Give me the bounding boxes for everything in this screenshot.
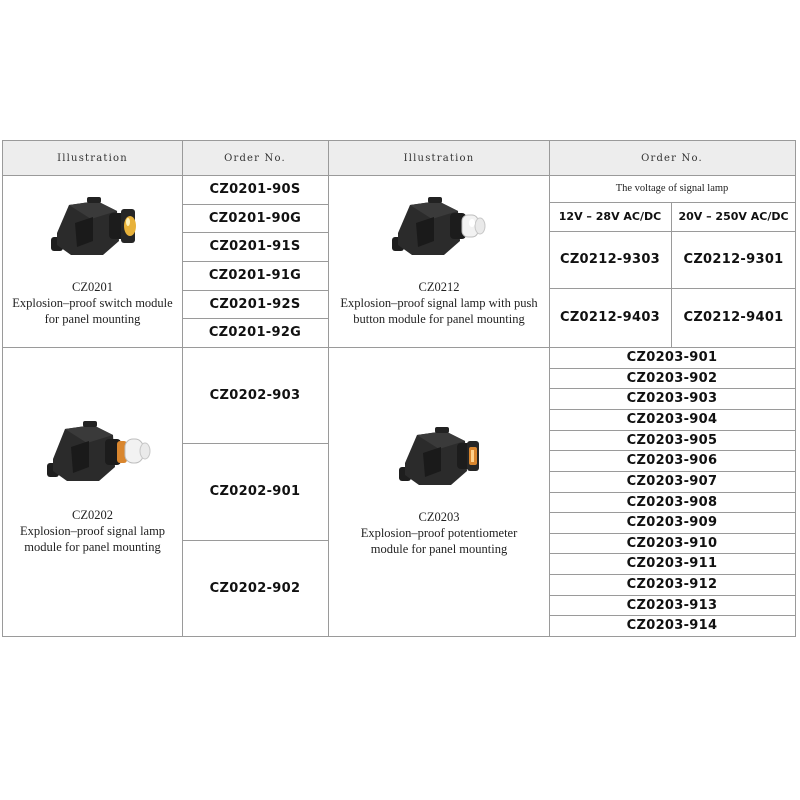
order-code: CZ0202-901 [209,483,301,499]
order-code: CZ0203-910 [626,536,718,551]
cz0201-model: CZ0201 [72,280,113,294]
cz0212-desc-line-2: button module for panel mounting [353,312,525,326]
cz0201-desc-line-2: for panel mounting [44,312,141,326]
order-code: CZ0203-906 [626,453,718,468]
voltage-column-low: 12V – 28V AC/DC [558,210,662,223]
cz0202-model: CZ0202 [72,508,113,522]
cz0203-model: CZ0203 [418,510,460,524]
order-code: CZ0203-907 [626,474,718,489]
order-code: CZ0201-91S [209,239,301,254]
cz0212-code: CZ0212-9403 [559,310,661,325]
order-code: CZ0201-92G [208,325,302,340]
cz0202-desc-line-2: module for panel mounting [24,540,161,554]
order-code: CZ0201-90S [209,182,301,197]
order-code: CZ0203-901 [626,350,718,365]
order-code: CZ0203-904 [626,412,718,427]
cz0203-module-image [395,423,485,491]
order-code: CZ0203-902 [626,371,718,386]
cz0203-desc-line-2: module for panel mounting [370,542,508,556]
cz0203-desc-line-1: Explosion–proof potentiometer [360,526,518,540]
order-code: CZ0203-914 [626,618,718,633]
order-code: CZ0203-913 [626,598,718,613]
cz0212-module-image [388,193,488,261]
cz0201-caption [3,279,182,327]
order-code: CZ0203-909 [626,515,718,530]
cz0212-caption [329,279,549,327]
order-code: CZ0203-911 [626,556,718,571]
cz0201-desc-line-1: Explosion–proof switch module [12,296,173,310]
order-code: CZ0203-903 [626,391,718,406]
order-code: CZ0202-902 [209,580,301,596]
order-code: CZ0202-903 [209,387,301,403]
order-code: CZ0201-90G [208,211,302,226]
voltage-column-high: 20V – 250V AC/DC [678,210,789,223]
cz0212-model: CZ0212 [418,280,460,294]
order-code: CZ0201-92S [209,297,301,312]
column-divider [328,141,329,636]
cz0203-caption [329,509,549,557]
cz0202-module-image [43,417,153,487]
header-order-left: Order No. [182,141,328,175]
order-code: CZ0201-91G [208,268,302,283]
cz0212-code: CZ0212-9401 [683,310,784,325]
order-code: CZ0203-905 [626,433,718,448]
cz0201-module-image [47,193,143,261]
header-illustration-right: Illustration [329,141,549,175]
header-illustration-left: Illustration [3,141,182,175]
voltage-title: The voltage of signal lamp [615,183,729,194]
cz0212-code: CZ0212-9303 [559,252,661,267]
product-order-table [2,140,796,637]
header-order-right: Order No. [549,141,795,175]
cz0212-code: CZ0212-9301 [683,252,784,267]
cz0202-caption [3,507,182,555]
cz0202-desc-line-1: Explosion–proof signal lamp [19,524,166,538]
cz0212-desc-line-1: Explosion–proof signal lamp with push [340,296,538,310]
order-code: CZ0203-912 [626,577,718,592]
order-code: CZ0203-908 [626,495,718,510]
